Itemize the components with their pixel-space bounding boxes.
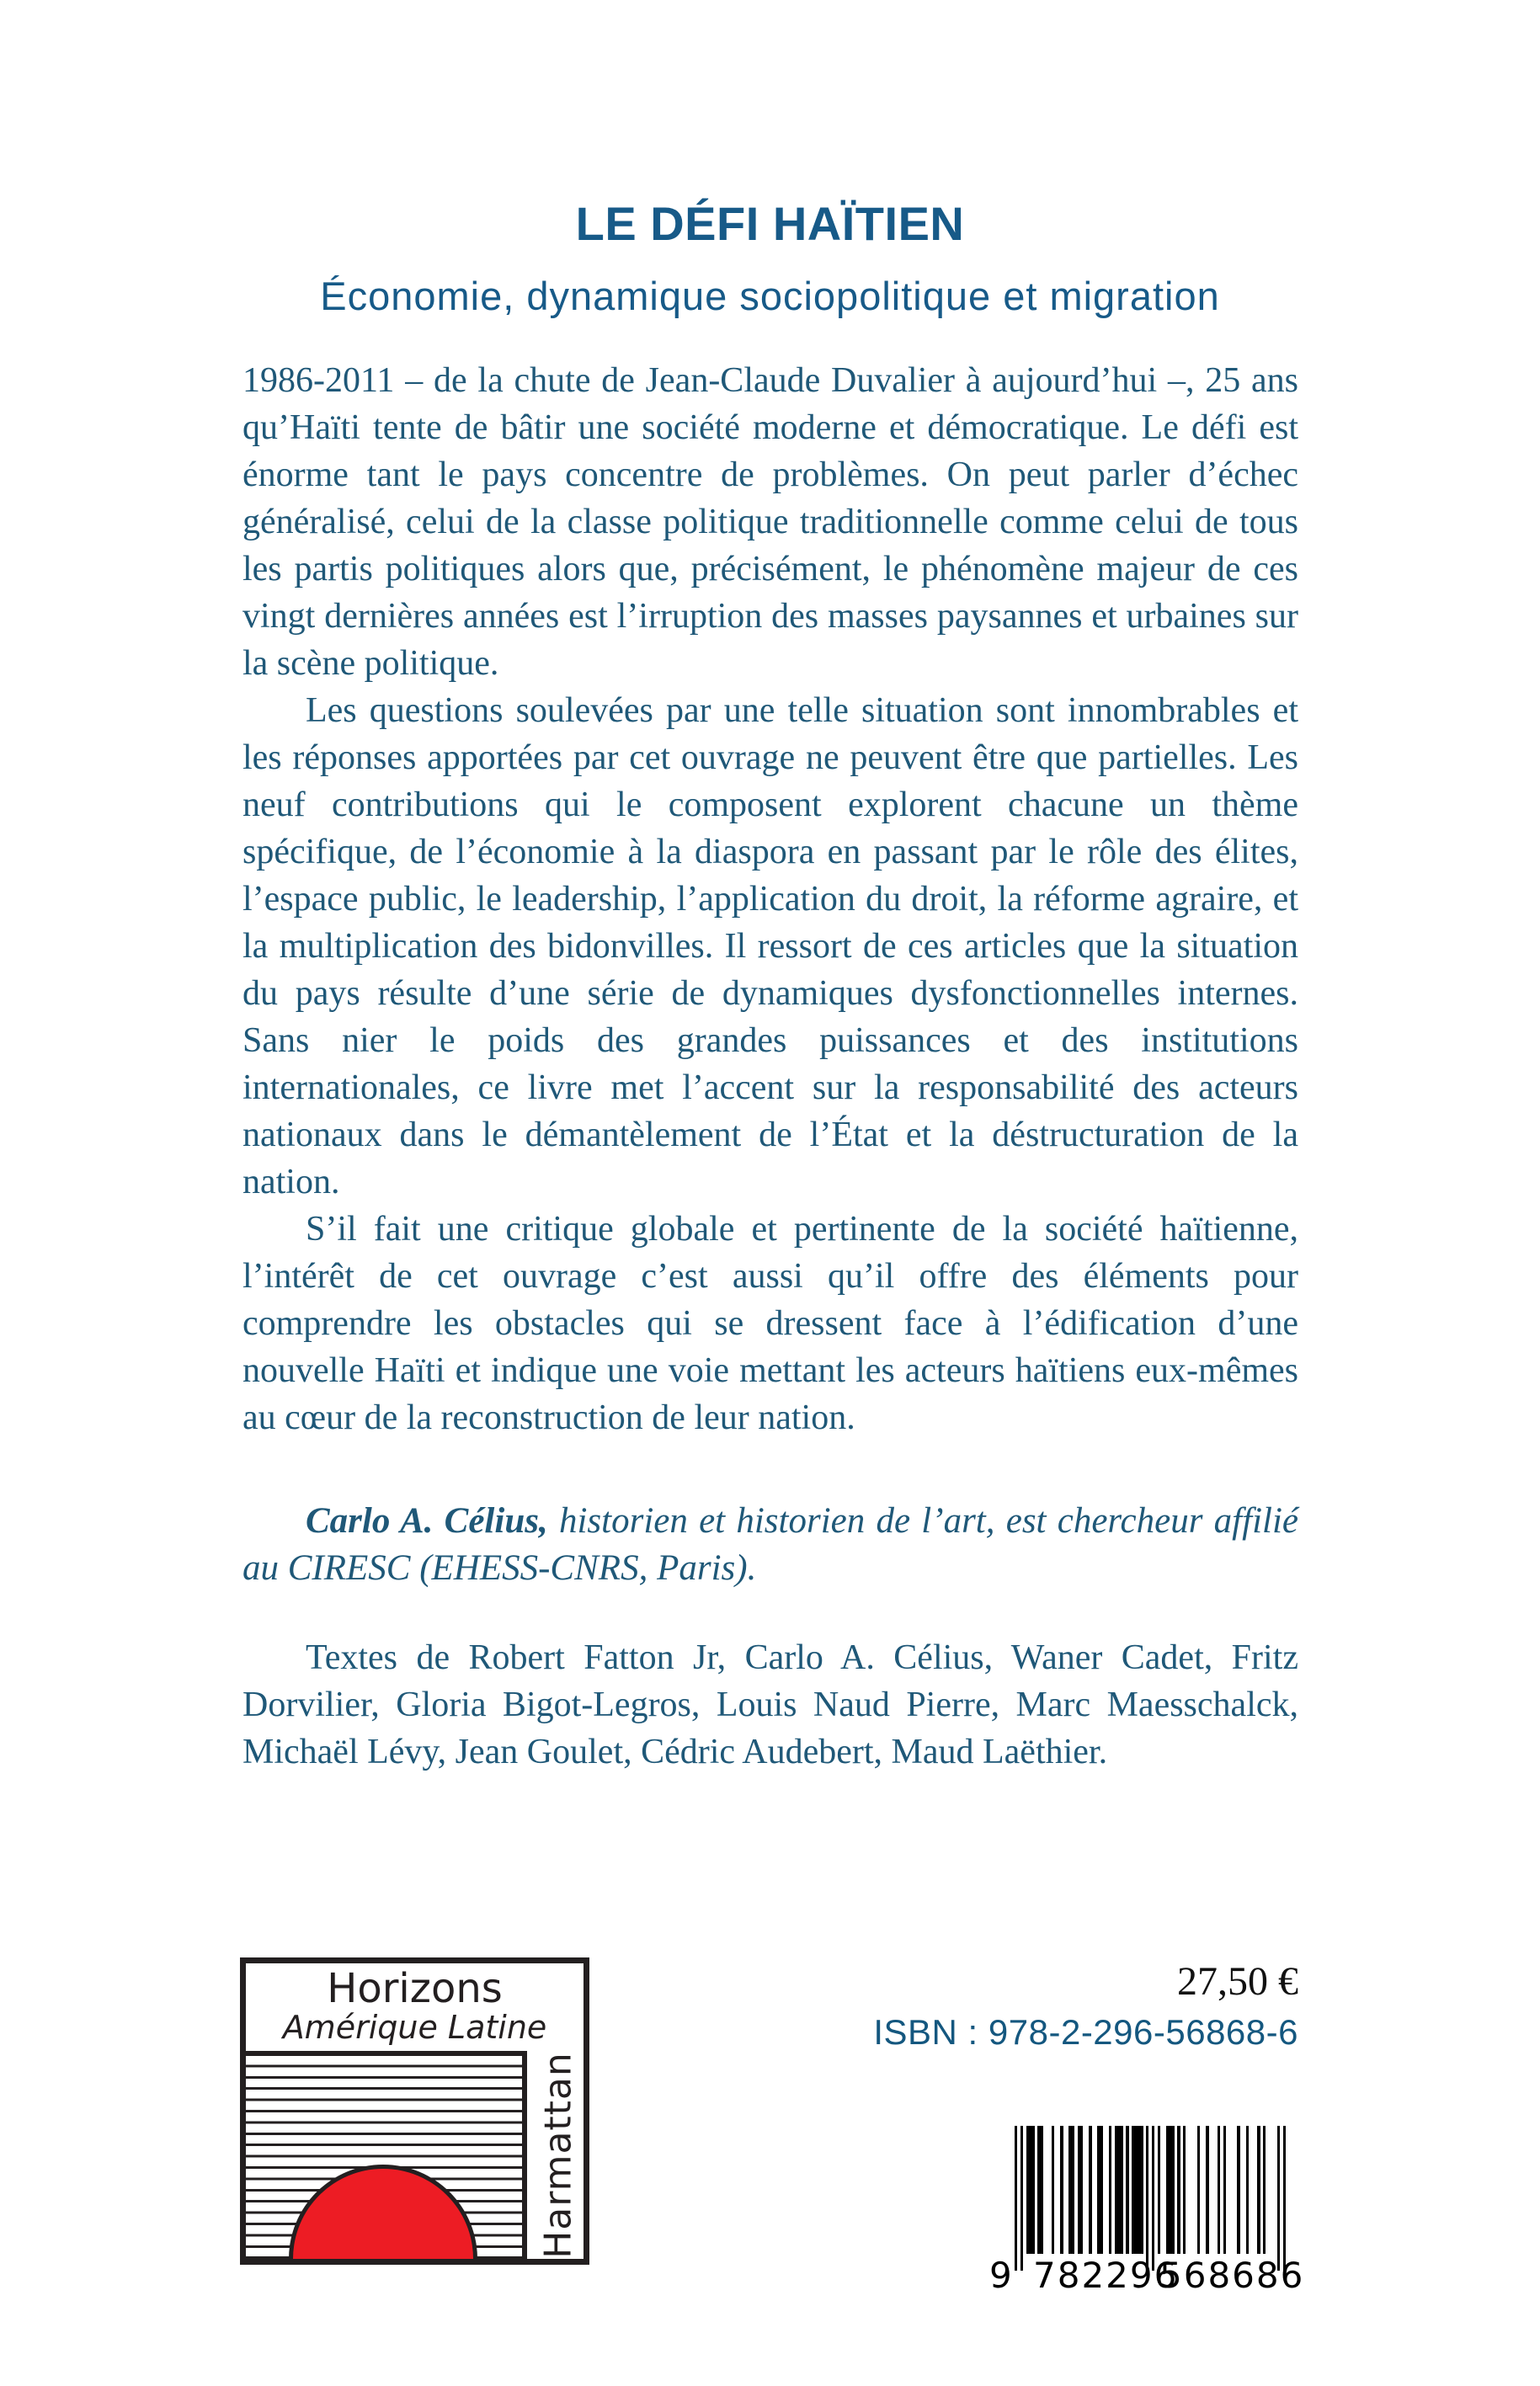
- barcode-digits-left: 782296: [1033, 2255, 1179, 2296]
- author-description: historien et historien de l’art, est chercheur affilié au CIRESC (EHESS-CNRS, Paris).: [242, 1501, 1298, 1588]
- publisher-logo-header: [246, 1963, 583, 2051]
- barcode: [989, 2126, 1305, 2307]
- author-name: Carlo A. Célius,: [306, 1501, 548, 1541]
- barcode-digit-lead: 9: [989, 2255, 1012, 2296]
- publisher-name-column: [532, 2051, 583, 2259]
- blurb: [242, 357, 1298, 1441]
- contributors-text: Textes de Robert Fatton Jr, Carlo A. Célius, Waner Cadet, Fritz Dorvilier, Gloria Bigot-Legros, Louis Naud Pierre, Marc Maesschalck, Michaël Lévy, Jean Goulet, Cédric Audebert, Maud Laëthier.: [242, 1638, 1298, 1771]
- blurb-paragraph-2: Les questions soulevées par une telle situation sont innombrables et les réponses apportées par cet ouvrage ne peuvent être que partielles. Les neuf contributions qui le composent explorent chacune un thème spécifique, de l’économie à la diaspora en passant par le rôle des élites, l’espace public, le leadership, l’application du droit, la réforme agraire, et la multiplication des bidonvilles. Il ressort de ces articles que la situation du pays résulte d’une série de dynamiques dysfonctionnelles internes. Sans nier le poids des grandes puissances et des institutions internationales, ce livre met l’accent sur la responsabilité des acteurs nationaux dans le démantèlement de l’État et la déstructuration de la nation.: [242, 691, 1298, 1201]
- collection-subtitle: Amérique Latine: [282, 2009, 547, 2046]
- isbn: ISBN : 978-2-296-56868-6: [873, 2012, 1298, 2052]
- author-bio-text: [242, 1498, 1298, 1592]
- publisher-name-vertical: Harmattan: [536, 2051, 579, 2259]
- barcode-digits-right: 568686: [1159, 2255, 1305, 2296]
- publisher-logo: [240, 1957, 589, 2265]
- barcode-bars: [1015, 2126, 1286, 2271]
- author-bio: [242, 1498, 1298, 1592]
- book-subtitle: Économie, dynamique sociopolitique et migration: [320, 274, 1220, 318]
- contributors: [242, 1634, 1298, 1776]
- blurb-paragraph-1: 1986-2011 – de la chute de Jean-Claude Duvalier à aujourd’hui –, 25 ans qu’Haïti tente de bâtir une société moderne et démocratique. Le défi est énorme tant le pays concentre de problèmes. On peut parler d’échec généralisé, celui de la classe politique traditionnelle comme celui de tous les partis politiques alors que, précisément, le phénomène majeur de ces vingt dernières années est l’irruption des masses paysannes et urbaines sur la scène politique.: [242, 361, 1298, 683]
- price: 27,50 €: [1177, 1959, 1298, 2004]
- blurb-paragraph-3: S’il fait une critique globale et pertinente de la société haïtienne, l’intérêt de cet ouvrage c’est aussi qu’il offre des éléments pour comprendre les obstacles qui se dressent face à l’édification d’une nouvelle Haïti et indique une voie mettant les acteurs haïtiens eux-mêmes au cœur de la reconstruction de leur nation.: [242, 1210, 1298, 1437]
- collection-title: Horizons: [327, 1965, 503, 2012]
- book-title: LE DÉFI HAÏTIEN: [575, 197, 965, 250]
